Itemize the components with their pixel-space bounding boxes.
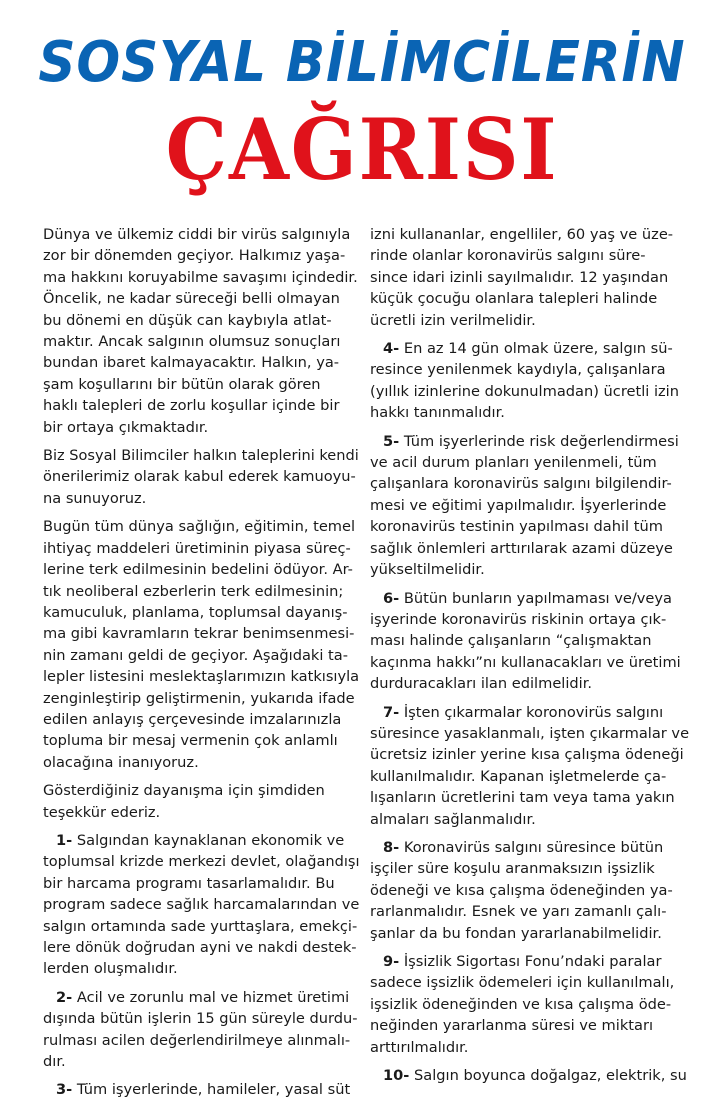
headline-main: ÇAĞRISI <box>165 100 559 199</box>
text-line <box>370 559 705 580</box>
text-line <box>43 851 358 872</box>
line-text: mesi ve eğitimi yapılmalıdır. İşyerlerinde <box>370 496 667 514</box>
item-number: 8- <box>383 838 400 856</box>
line-text: küçük çocuğu olanlara talepleri halinde <box>370 290 658 308</box>
paragraph <box>43 516 359 773</box>
line-text: lere dönük doğrudan ayni ve nakdi destek- <box>43 939 357 956</box>
text-line <box>370 837 705 858</box>
line-text: Tüm işyerlerinde risk değerlendirmesi <box>399 432 679 450</box>
line-text: lışanların ücretlerini tam veya tama yakın <box>370 789 675 807</box>
text-line <box>43 445 358 466</box>
text-line <box>370 880 705 901</box>
text-line <box>370 994 705 1015</box>
text-line <box>43 581 359 602</box>
line-text: şanlar da bu fondan yararlanabilmelidir. <box>370 924 662 942</box>
demand-item <box>370 338 705 424</box>
line-text: hakkı tanınmalıdır. <box>370 404 505 422</box>
text-line <box>370 516 705 537</box>
line-text: İşten çıkarmalar koronovirüs salgını <box>399 703 664 721</box>
demand-item <box>43 1079 359 1100</box>
headline-top: SOSYAL BİLİMCİLERİN <box>38 30 686 95</box>
text-line <box>370 972 705 993</box>
item-number: 10- <box>383 1067 410 1085</box>
line-text: izni kullananlar, engelliler, 60 yaş ve üze- <box>370 226 674 243</box>
text-line <box>43 516 359 537</box>
line-text: ihtiyaç maddeleri üretiminin piyasa süreç- <box>43 539 351 557</box>
text-line <box>43 645 359 666</box>
line-text: sağlık önlemleri arttırılarak azami düzeye <box>370 539 673 557</box>
text-line <box>43 310 359 331</box>
line-text: almaları sağlanmalıdır. <box>370 810 536 828</box>
line-text: rulması acilen değerlendirilmeye alınmalı- <box>43 1031 351 1049</box>
text-line <box>370 473 705 494</box>
line-text: edilen anlayış çerçevesinde imzalarınızla <box>43 710 342 728</box>
text-line <box>370 609 705 630</box>
line-text: bu dönemi en düşük can kaybıyla atlat- <box>43 311 332 329</box>
text-line <box>370 1015 705 1036</box>
line-text: na sunuyoruz. <box>43 489 147 507</box>
line-text: arttırılmalıdır. <box>370 1038 469 1056</box>
line-text: (yıllık izinlerine dokunulmadan) ücretli izin <box>370 382 679 400</box>
paragraph <box>43 780 359 823</box>
line-text: işyerinde koronavirüs riskinin ortaya çık- <box>370 610 667 628</box>
line-text: zor bir dönemden geçiyor. Halkımız yaşa- <box>43 247 346 265</box>
line-text: lerine terk edilmesinin bedelini ödüyor. Ar- <box>43 561 353 579</box>
text-line <box>370 858 705 879</box>
text-line <box>370 267 705 288</box>
line-text: kamuculuk, planlama, toplumsal dayanış- <box>43 603 348 621</box>
text-line <box>43 224 359 245</box>
text-line <box>43 267 359 288</box>
line-text: En az 14 gün olmak üzere, salgın sü- <box>399 340 673 358</box>
text-line <box>370 452 705 473</box>
paragraph <box>370 224 705 331</box>
text-line <box>370 310 705 331</box>
line-text: resince yenilenmek kaydıyla, çalışanlara <box>370 361 666 379</box>
line-text: Dünya ve ülkemiz ciddi bir virüs salgınıyla <box>43 226 351 243</box>
text-line <box>370 630 705 651</box>
line-text: kullanılmalıdır. Kapanan işletmelerde ça- <box>370 767 667 785</box>
text-line <box>43 245 359 266</box>
line-text: Bütün bunların yapılmaması ve/veya <box>399 589 672 607</box>
text-line <box>43 288 359 309</box>
text-line <box>43 780 359 801</box>
text-line <box>370 702 705 723</box>
line-text: Öncelik, ne kadar süreceği belli olmayan <box>43 290 340 308</box>
line-text: Tüm işyerlerinde, hamileler, yasal süt <box>72 1081 351 1099</box>
text-line <box>370 359 705 380</box>
line-text: neğinden yararlanma süresi ve miktarı <box>370 1017 653 1035</box>
line-text: lerden oluşmalıdır. <box>43 960 178 978</box>
line-text: şam koşullarını bir bütün olarak gören <box>43 375 321 393</box>
line-text: bir ortaya çıkmaktadır. <box>43 418 209 436</box>
demand-item <box>370 951 705 1058</box>
demand-item <box>43 830 359 980</box>
line-text: tık neoliberal ezberlerin terk edilmesinin; <box>43 582 344 600</box>
line-text: ücretsiz izinler yerine kısa çalışma ödeneği <box>370 746 684 764</box>
text-line <box>43 1051 359 1072</box>
text-line <box>370 381 705 402</box>
text-line <box>370 673 705 694</box>
demand-item <box>370 431 705 581</box>
text-line <box>43 352 359 373</box>
text-line <box>370 809 705 830</box>
line-text: koronavirüs testinin yapılması dahil tüm <box>370 518 663 536</box>
right-column <box>370 224 705 1093</box>
text-line <box>43 873 359 894</box>
text-line <box>43 1008 359 1029</box>
line-text: rarlanmalıdır. Esnek ve yarı zamanlı çalı- <box>370 903 667 921</box>
item-number: 2- <box>56 988 73 1006</box>
text-line <box>370 723 705 744</box>
line-text: ve acil durum planları yenilenmeli, tüm <box>370 454 657 472</box>
paragraph <box>43 445 359 509</box>
text-line <box>43 1079 359 1100</box>
line-text: ma gibi kavramların tekrar benimsenmesi- <box>43 625 355 643</box>
text-line <box>43 538 359 559</box>
line-text: since idari izinli sayılmalıdır. 12 yaşından <box>370 268 669 286</box>
line-text: Gösterdiğiniz dayanışma için şimdiden <box>43 782 325 800</box>
text-line <box>370 1037 705 1058</box>
text-line <box>43 623 359 644</box>
text-line <box>43 752 359 773</box>
text-line <box>370 245 705 266</box>
item-number: 1- <box>56 831 73 849</box>
line-text: Koronavirüs salgını süresince bütün <box>399 838 664 856</box>
text-line <box>370 901 705 922</box>
text-line <box>370 787 705 808</box>
line-text: maktır. Ancak salgının olumsuz sonuçları <box>43 333 341 351</box>
text-line <box>43 395 359 416</box>
line-text: lepler listesini meslektaşlarımızın katkısıyla <box>43 668 360 686</box>
line-text: ödeneği ve kısa çalışma ödeneğinden ya- <box>370 881 673 899</box>
text-line <box>43 916 359 937</box>
text-line <box>370 1065 705 1086</box>
line-text: durduracakları ilan edilmelidir. <box>370 675 593 693</box>
line-text: sadece işsizlik ödemeleri için kullanılmalı, <box>370 974 675 992</box>
line-text: olacağına inanıyoruz. <box>43 753 199 771</box>
item-number: 5- <box>383 432 400 450</box>
line-text: ücretli izin verilmelidir. <box>370 311 536 329</box>
text-line <box>43 602 359 623</box>
text-line <box>43 802 359 823</box>
text-line <box>370 951 705 972</box>
line-text: teşekkür ederiz. <box>43 803 161 821</box>
line-text: Acil ve zorunlu mal ve hizmet üretimi <box>72 988 350 1006</box>
line-text: zenginleştirip geliştirmenin, yukarıda ifade <box>43 689 355 707</box>
text-line <box>370 766 705 787</box>
line-text: bundan ibaret kalmayacaktır. Halkın, ya- <box>43 354 340 372</box>
line-text: haklı talepleri de zorlu koşullar içinde bir <box>43 397 340 415</box>
text-line <box>370 224 705 245</box>
text-line <box>43 417 359 438</box>
line-text: süresince yasaklanmalı, işten çıkarmalar ve <box>370 724 690 742</box>
line-text: ma hakkını koruyabilme savaşımı içindedir. <box>43 268 358 286</box>
text-line <box>370 538 705 559</box>
text-line <box>43 559 359 580</box>
text-line <box>43 987 359 1008</box>
line-text: dışında bütün işlerin 15 gün süreyle durdu- <box>43 1010 358 1028</box>
item-number: 3- <box>56 1081 73 1099</box>
line-text: Salgından kaynaklanan ekonomik ve <box>72 831 345 849</box>
line-text: Biz Sosyal Bilimciler halkın taleplerini kendi <box>43 447 359 465</box>
text-line <box>370 652 705 673</box>
line-text: Salgın boyunca doğalgaz, elektrik, su <box>409 1067 687 1085</box>
line-text: rinde olanlar koronavirüs salgını süre- <box>370 247 646 265</box>
text-line <box>43 830 359 851</box>
paragraph <box>43 224 359 438</box>
line-text: yükseltilmelidir. <box>370 561 485 579</box>
demand-item <box>370 1065 705 1086</box>
text-line <box>370 288 705 309</box>
text-line <box>43 894 359 915</box>
text-line <box>370 338 705 359</box>
demand-item <box>370 702 705 830</box>
demand-item <box>370 837 705 944</box>
text-line <box>43 937 359 958</box>
line-text: ması halinde çalışanların “çalışmaktan <box>370 632 652 650</box>
text-line <box>43 688 359 709</box>
line-text: çalışanlara koronavirüs salgını bilgilendir- <box>370 475 672 493</box>
line-text: salgın ortamında sade yurttaşlara, emekçi- <box>43 917 358 935</box>
item-number: 6- <box>383 589 400 607</box>
text-line <box>43 709 359 730</box>
text-line <box>43 1030 359 1051</box>
text-line <box>43 374 359 395</box>
line-text: nin zamanı geldi de geçiyor. Aşağıdaki ta- <box>43 646 348 664</box>
text-line <box>43 958 359 979</box>
line-text: bir harcama programı tasarlamalıdır. Bu <box>43 874 335 892</box>
text-line <box>370 402 705 423</box>
text-line <box>43 488 359 509</box>
item-number: 4- <box>383 340 400 358</box>
line-text: önerilerimiz olarak kabul ederek kamuoyu- <box>43 468 356 486</box>
left-column <box>43 224 359 1108</box>
demand-item <box>43 987 359 1073</box>
line-text: kaçınma hakkı”nı kullanacakları ve üretimi <box>370 653 681 671</box>
line-text: topluma bir mesaj vermenin çok anlamlı <box>43 732 338 750</box>
text-line <box>43 466 359 487</box>
text-line <box>370 588 705 609</box>
text-line <box>370 495 705 516</box>
line-text: Bugün tüm dünya sağlığın, eğitimin, temel <box>43 518 356 536</box>
line-text: İşsizlik Sigortası Fonu’ndaki paralar <box>399 953 662 970</box>
line-text: dır. <box>43 1053 66 1071</box>
text-line <box>43 730 359 751</box>
text-line <box>43 666 359 687</box>
demand-item <box>370 588 705 695</box>
item-number: 9- <box>383 953 400 970</box>
text-line <box>43 331 359 352</box>
text-line <box>370 923 705 944</box>
line-text: toplumsal krizde merkezi devlet, olağandışı <box>43 853 360 871</box>
line-text: işçiler süre koşulu aranmaksızın işsizlik <box>370 860 655 878</box>
text-line <box>370 744 705 765</box>
text-line <box>370 431 705 452</box>
line-text: program sadece sağlık harcamalarından ve <box>43 896 360 914</box>
item-number: 7- <box>383 703 400 721</box>
line-text: işsizlik ödeneğinden ve kısa çalışma öde- <box>370 995 672 1013</box>
